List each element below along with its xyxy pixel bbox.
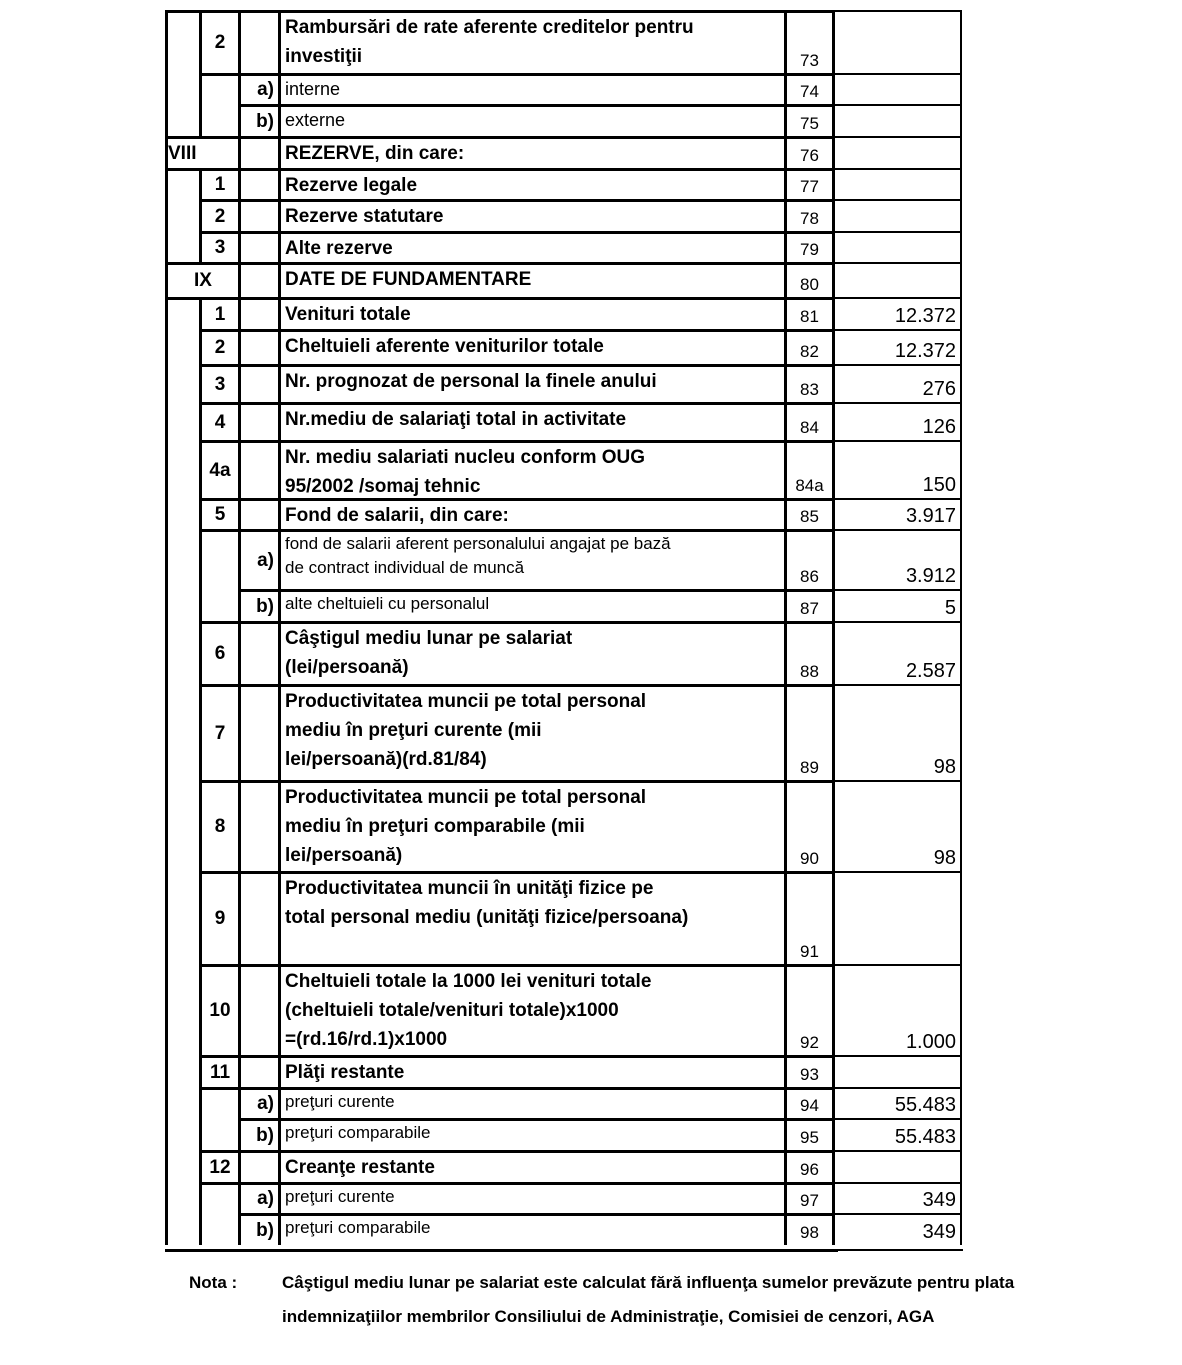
row-value: 98: [834, 780, 962, 871]
table-row: [165, 621, 962, 684]
sub-item-letter: [238, 684, 278, 780]
row-code: 94: [784, 1087, 835, 1118]
row-label: [278, 402, 784, 440]
section-group-cell: [165, 1087, 199, 1118]
sub-item-letter: [238, 1055, 278, 1087]
table-row: [165, 104, 962, 136]
row-label-line: mediu în preţuri comparabile (mii: [285, 816, 585, 837]
row-label: [278, 589, 784, 621]
table-row: [165, 529, 962, 589]
row-value: 5: [834, 589, 962, 621]
row-value: [834, 871, 962, 964]
table-row: [165, 73, 962, 104]
table-row: [165, 1182, 962, 1213]
section-roman-numeral: VIII: [165, 136, 238, 168]
table-row: [165, 1087, 962, 1118]
row-value: [834, 231, 962, 262]
section-group-cell: [165, 529, 199, 589]
row-label-line: fond de salarii aferent personalului angajat pe bază: [285, 534, 671, 553]
table-row: [165, 589, 962, 621]
row-label: [278, 262, 784, 297]
row-label-line: total personal mediu (unităţi fizice/persoana): [285, 907, 689, 928]
row-value: 55.483: [834, 1118, 962, 1150]
section-group-cell: [165, 168, 199, 199]
row-value: [834, 168, 962, 199]
row-label-text: interne: [285, 79, 341, 99]
sub-item-letter: [238, 1150, 278, 1182]
row-label-text: Venituri totale: [285, 304, 411, 325]
table-row: [165, 1118, 962, 1150]
section-group-cell: [165, 10, 199, 73]
row-label-line: Nr. mediu salariati nucleu conform OUG: [285, 447, 646, 468]
item-number: 4: [199, 402, 238, 440]
sub-item-letter: [238, 780, 278, 871]
section-group-cell: [165, 871, 199, 964]
row-code: 84: [784, 402, 835, 440]
row-code: 83: [784, 364, 835, 402]
sub-item-letter: [238, 871, 278, 964]
row-code: 91: [784, 871, 835, 964]
row-label: [278, 1182, 784, 1213]
row-code: 78: [784, 199, 835, 231]
row-label: [278, 104, 784, 136]
section-group-cell: [165, 1118, 199, 1150]
row-label: [278, 199, 784, 231]
row-code: 86: [784, 529, 835, 589]
section-group-cell: [165, 964, 199, 1055]
section-group-cell: [165, 440, 199, 498]
row-label-line: Cheltuieli totale la 1000 lei venituri totale: [285, 971, 652, 992]
section-roman-numeral: IX: [165, 262, 238, 297]
row-value: 150: [834, 440, 962, 498]
section-group-cell: [165, 73, 199, 104]
row-label: [278, 364, 784, 402]
section-group-cell: [165, 364, 199, 402]
row-value: 2.587: [834, 621, 962, 684]
row-label-text: Rezerve legale: [285, 175, 418, 196]
item-number: 10: [199, 964, 238, 1055]
table-row: [165, 364, 962, 402]
table-row: [165, 871, 962, 964]
row-label: [278, 10, 784, 73]
row-value: 55.483: [834, 1087, 962, 1118]
row-value: 349: [834, 1182, 962, 1213]
row-code: 96: [784, 1150, 835, 1182]
row-code: 95: [784, 1118, 835, 1150]
section-group-cell: [165, 1055, 199, 1087]
sub-item-letter: b): [238, 1213, 278, 1245]
section-group-cell: [165, 589, 199, 621]
row-value: [834, 199, 962, 231]
row-label-text: externe: [285, 110, 346, 130]
table-bottom-border: [165, 1249, 838, 1252]
row-value: [834, 1055, 962, 1087]
row-value: [834, 73, 962, 104]
table-row: [165, 10, 962, 73]
item-number: [199, 104, 238, 136]
row-label: [278, 329, 784, 364]
row-label: [278, 780, 784, 871]
section-group-cell: [165, 498, 199, 529]
table-row: [165, 440, 962, 498]
row-label-text: Plăţi restante: [285, 1062, 405, 1083]
row-label-line: =(rd.16/rd.1)x1000: [285, 1029, 448, 1050]
row-label-line: mediu în preţuri curente (mii: [285, 720, 542, 741]
row-label-text: Creanţe restante: [285, 1157, 435, 1178]
sub-item-letter: [238, 136, 278, 168]
item-number: 12: [199, 1150, 238, 1182]
row-label-line: Productivitatea muncii în unităţi fizice pe: [285, 878, 654, 899]
row-code: 84a: [784, 440, 835, 498]
row-value: [834, 1150, 962, 1182]
row-label-line: 95/2002 /somaj tehnic: [285, 476, 481, 497]
row-label-line: Productivitatea muncii pe total personal: [285, 691, 647, 712]
row-code: 90: [784, 780, 835, 871]
row-code: 93: [784, 1055, 835, 1087]
row-code: 75: [784, 104, 835, 136]
table-row: [165, 199, 962, 231]
item-number: [199, 1087, 238, 1118]
table-row: [165, 262, 962, 297]
table-row: [165, 964, 962, 1055]
table-row: [165, 402, 962, 440]
item-number: 2: [199, 199, 238, 231]
item-number: [199, 589, 238, 621]
row-value: [834, 136, 962, 168]
row-label: [278, 297, 784, 329]
table-row: [165, 1213, 962, 1245]
item-number: [199, 1118, 238, 1150]
sub-item-letter: [238, 329, 278, 364]
row-code: 92: [784, 964, 835, 1055]
item-number: 6: [199, 621, 238, 684]
item-number: 1: [199, 297, 238, 329]
row-code: 77: [784, 168, 835, 199]
row-label-text: Alte rezerve: [285, 238, 393, 259]
row-label: [278, 231, 784, 262]
row-code: 85: [784, 498, 835, 529]
row-code: 98: [784, 1213, 835, 1245]
row-label-text: Rezerve statutare: [285, 206, 444, 227]
section-group-cell: [165, 780, 199, 871]
section-group-cell: [165, 297, 199, 329]
row-code: 74: [784, 73, 835, 104]
row-label: [278, 1087, 784, 1118]
row-label: [278, 498, 784, 529]
note-text-line2: indemnizaţiilor membrilor Consiliului de Administraţie, Comisiei de cenzori, AGA: [282, 1307, 935, 1326]
table-row: [165, 1055, 962, 1087]
table-row: [165, 498, 962, 529]
row-label-text: preţuri comparabile: [285, 1123, 431, 1142]
section-group-cell: [165, 621, 199, 684]
row-label: [278, 1150, 784, 1182]
row-label-text: preţuri curente: [285, 1092, 395, 1111]
item-number: 2: [199, 10, 238, 73]
item-number: 8: [199, 780, 238, 871]
row-label-line: [285, 932, 784, 951]
sub-item-letter: [238, 364, 278, 402]
item-number: 2: [199, 329, 238, 364]
sub-item-letter: [238, 440, 278, 498]
table-row: [165, 1150, 962, 1182]
sub-item-letter: a): [238, 529, 278, 589]
row-code: 82: [784, 329, 835, 364]
section-group-cell: [165, 1150, 199, 1182]
note-label: Nota :: [189, 1273, 238, 1292]
row-value: 98: [834, 684, 962, 780]
row-value: 126: [834, 402, 962, 440]
row-value: 12.372: [834, 329, 962, 364]
row-label: [278, 529, 784, 589]
row-label: [278, 871, 784, 964]
row-label-text: preţuri curente: [285, 1187, 395, 1206]
row-label: [278, 1213, 784, 1245]
table-row: [165, 297, 962, 329]
row-label: [278, 73, 784, 104]
table-row: [165, 780, 962, 871]
row-label-text: Fond de salarii, din care:: [285, 505, 509, 526]
table-row: [165, 231, 962, 262]
section-group-cell: [165, 104, 199, 136]
sub-item-letter: [238, 10, 278, 73]
item-number: [199, 1182, 238, 1213]
row-label-line: investiţii: [285, 46, 363, 67]
row-value: 3.912: [834, 529, 962, 589]
row-label: [278, 621, 784, 684]
row-label-text: preţuri comparabile: [285, 1218, 431, 1237]
row-code: 81: [784, 297, 835, 329]
row-label-line: Rambursări de rate aferente creditelor pentru: [285, 17, 694, 38]
row-value: [834, 10, 962, 73]
item-number: 5: [199, 498, 238, 529]
table-row: [165, 684, 962, 780]
row-code: 80: [784, 262, 835, 297]
row-value: 1.000: [834, 964, 962, 1055]
row-label-text: Nr.mediu de salariaţi total in activitate: [285, 409, 627, 430]
row-code: 73: [784, 10, 835, 73]
table-bottom-border-values: [835, 1249, 963, 1251]
row-label: [278, 168, 784, 199]
sub-item-letter: b): [238, 104, 278, 136]
item-number: 9: [199, 871, 238, 964]
data-table: [165, 10, 962, 1245]
section-group-cell: [165, 684, 199, 780]
row-label-line: (lei/persoană): [285, 657, 409, 678]
table-row: [165, 329, 962, 364]
row-value: 276: [834, 364, 962, 402]
item-number: [199, 1213, 238, 1245]
sub-item-letter: [238, 964, 278, 1055]
row-label: [278, 964, 784, 1055]
item-number: 7: [199, 684, 238, 780]
row-code: 97: [784, 1182, 835, 1213]
item-number: 3: [199, 364, 238, 402]
section-group-cell: [165, 329, 199, 364]
row-code: 89: [784, 684, 835, 780]
section-group-cell: [165, 1182, 199, 1213]
row-label-line: (cheltuieli totale/venituri totale)x1000: [285, 1000, 619, 1021]
row-value: 349: [834, 1213, 962, 1245]
section-group-cell: [165, 199, 199, 231]
section-group-cell: [165, 231, 199, 262]
sub-item-letter: a): [238, 1087, 278, 1118]
item-number: 3: [199, 231, 238, 262]
sub-item-letter: [238, 297, 278, 329]
sub-item-letter: [238, 402, 278, 440]
sub-item-letter: [238, 621, 278, 684]
row-value: [834, 262, 962, 297]
item-number: 4a: [199, 440, 238, 498]
sub-item-letter: a): [238, 1182, 278, 1213]
row-label-text: Cheltuieli aferente veniturilor totale: [285, 336, 604, 357]
sub-item-letter: b): [238, 589, 278, 621]
row-label: [278, 136, 784, 168]
sub-item-letter: b): [238, 1118, 278, 1150]
item-number: 11: [199, 1055, 238, 1087]
sub-item-letter: [238, 231, 278, 262]
row-label-text: Nr. prognozat de personal la finele anului: [285, 371, 657, 392]
row-value: 12.372: [834, 297, 962, 329]
sub-item-letter: [238, 262, 278, 297]
row-label: [278, 1055, 784, 1087]
row-label-line: Câştigul mediu lunar pe salariat: [285, 628, 573, 649]
section-group-cell: [165, 1213, 199, 1245]
sub-item-letter: [238, 168, 278, 199]
table-row: [165, 168, 962, 199]
item-number: [199, 529, 238, 589]
note-text-line1: Câştigul mediu lunar pe salariat este calculat fără influenţa sumelor prevăzute pentru plata: [282, 1273, 1015, 1292]
row-code: 76: [784, 136, 835, 168]
row-code: 79: [784, 231, 835, 262]
row-value: [834, 104, 962, 136]
sub-item-letter: [238, 498, 278, 529]
table-row: [165, 136, 962, 168]
row-label-line: lei/persoană): [285, 845, 403, 866]
item-number: [199, 73, 238, 104]
sub-item-letter: a): [238, 73, 278, 104]
row-label-line: de contract individual de muncă: [285, 558, 525, 577]
row-label: [278, 440, 784, 498]
row-code: 88: [784, 621, 835, 684]
sub-item-letter: [238, 199, 278, 231]
item-number: 1: [199, 168, 238, 199]
row-label-text: alte cheltuieli cu personalul: [285, 594, 490, 613]
row-label-line: lei/persoană)(rd.81/84): [285, 749, 487, 770]
row-label-text: REZERVE, din care:: [285, 143, 465, 164]
row-code: 87: [784, 589, 835, 621]
row-label-text: DATE DE FUNDAMENTARE: [285, 269, 532, 290]
row-value: 3.917: [834, 498, 962, 529]
section-group-cell: [165, 402, 199, 440]
row-label: [278, 684, 784, 780]
row-label-line: Productivitatea muncii pe total personal: [285, 787, 647, 808]
row-label: [278, 1118, 784, 1150]
